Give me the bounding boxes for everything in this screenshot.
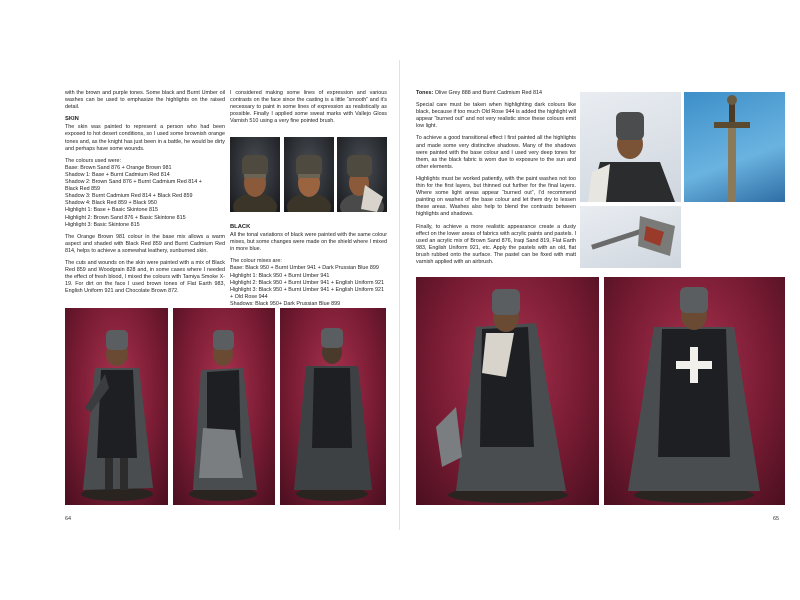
knight-figure xyxy=(416,277,599,505)
head-figure xyxy=(284,137,334,212)
colour-line: Highlight 3: Basic Skintone 815 xyxy=(65,221,140,228)
figure-photo-side xyxy=(173,308,275,505)
mix-line: Base: Black 950 + Burnt Umber 941 + Dark Prussian Blue 899 xyxy=(230,265,379,272)
right-page xyxy=(400,0,800,600)
right-paragraph-4: Finally, to achieve a more realistic appearance create a dusty effect on the lower areas of fabrics with acrylic paints and pastels. I used an acrylic mix of Brown Sand 876, Iraqi Sand 819, Flat Earth 983, English Uniform 921, etc. Apply the pastels with an old, flat brush rubbed onto the surface. The pastel can be fixed with matt varnish applied with an airbrush. xyxy=(416,223,576,265)
left-text-column-1 xyxy=(65,90,225,300)
axe-figure xyxy=(580,206,681,268)
skin-paragraph-3: The cuts and wounds on the skin were painted with a mix of Black Red 859 and Woodgrain 828 and, in some cases where I needed the effect of fresh blood, I mixed the colours with Tamiya Smoke X-19. For dirt on the face I used brown tones of Flat Earth 983, English Uniform 921 and Chocolate Brown 872. xyxy=(65,259,225,295)
knight-figure xyxy=(604,277,785,505)
head-figure xyxy=(337,137,387,212)
colour-line: Shadow 2: Brown Sand 876 + Burnt Cadmium Red 814 + xyxy=(65,179,202,186)
knight-figure xyxy=(280,308,386,505)
intro-paragraph: with the brown and purple tones. Some black and Burnt Umber oil washes can be used to emphasize the highlights on the raised detail. xyxy=(65,90,225,111)
sword-photo xyxy=(684,92,785,202)
figure-photo-front xyxy=(65,308,168,505)
colour-line: Shadow 4: Black Red 859 + Black 950 xyxy=(65,200,157,207)
skin-paragraph-1: The skin was painted to represent a person who had been exposed to hot desert conditions, so I used some brownish orange tones and, as the knight has just been in a battle, he would be dirty and perhaps have some wounds. xyxy=(65,124,225,152)
left-text-column-2 xyxy=(230,90,387,130)
left-text-column-2b xyxy=(230,220,387,308)
mix-line: Highlight 2: Black 950 + Burnt Umber 941 + English Uniform 921 xyxy=(230,279,385,286)
bust-photo xyxy=(580,92,681,202)
knight-figure xyxy=(65,308,168,505)
figure-photo-right-front xyxy=(604,277,785,505)
figure-photo-back xyxy=(280,308,386,505)
tones-line xyxy=(416,90,576,97)
skin-heading: SKIN xyxy=(65,116,79,123)
black-mixes-list xyxy=(230,258,387,308)
mixes-intro: The colour mixes are: xyxy=(230,258,282,265)
mix-line: Shadows: Black 950+ Dark Prussian Blue 899 xyxy=(230,300,341,307)
expression-paragraph: I considered making some lines of expression and various contrasts on the face since the casting is a little “smooth” and it’s necessary to paint in some lines of expression as realistically as possible. Finally I applied some sweat marks with Vallejo Gloss Varnish 510 using a very fine pointed brush. xyxy=(230,90,387,125)
head-photo-1 xyxy=(230,137,280,212)
tones-label: Tones: xyxy=(416,90,434,96)
colour-line: Black Red 859 xyxy=(65,186,101,193)
colours-intro: The colours used were: xyxy=(65,157,122,164)
colour-line: Highlight 1: Base + Basic Skintone 815 xyxy=(65,207,159,214)
knight-figure xyxy=(173,308,275,505)
black-paragraph: All the tonal variations of black were painted with the same colour mixes, but some changes were made on the shield where I mixed in more blue. xyxy=(230,232,387,253)
right-paragraph-2: To achieve a good transitional effect I first painted all the highlights and made some very distinctive shadows. Many of the shadows were painted with the base colour and I used very deep tones for them, as the black fabric is worn due to exposure to the sun and other elements. xyxy=(416,135,576,170)
page-number-right: 65 xyxy=(773,516,780,522)
knight-bust-figure xyxy=(580,92,681,202)
head-photo-3 xyxy=(337,137,387,212)
right-paragraph-1: Special care must be taken when highlighting dark colours like black, because if too much Old Rose 944 is added the highlight will appear “burned out” and not very realistic since these colours emit low light. xyxy=(416,102,576,130)
head-photo-2 xyxy=(284,137,334,212)
page-number-left: 64 xyxy=(65,516,72,522)
right-paragraph-3: Highlights must be worked patiently, with the paint washes not too thin for the first layers, but thinned out further for the final layers. Where some light areas appear “burned out”, I’d recommend painting on washes of the base colour and let them dry to lessen these areas. Washes also help to blend the contrasts between highlights and shadows. xyxy=(416,175,576,218)
axe-photo xyxy=(580,206,681,268)
colour-line: Shadow 3: Burnt Cadmium Red 814 + Black Red 859 xyxy=(65,193,193,200)
colour-line: Highlight 2: Brown Sand 876 + Basic Skintone 815 xyxy=(65,214,186,221)
mix-line: Highlight 3: Black 950 + Burnt Umber 941 + English Uniform 921 xyxy=(230,286,385,293)
tones-text: Olive Grey 888 and Burnt Cadmium Red 814 xyxy=(434,90,543,96)
skin-colours-list xyxy=(65,158,225,229)
sword-figure xyxy=(684,92,785,202)
skin-paragraph-2: The Orange Brown 981 colour in the base mix allows a warm aspect and shaded with Black Red 859 and Burnt Cadmium Red 814, helps to achieve a somewhat leathery, sunburned skin. xyxy=(65,233,225,254)
colour-line: Shadow 1: Base + Burnt Cadmium Red 814 xyxy=(65,171,170,178)
right-text-column xyxy=(416,90,576,271)
black-heading: BLACK xyxy=(230,224,251,230)
mix-line: + Old Rose 944 xyxy=(230,293,268,300)
colour-line: Base: Brown Sand 876 + Orange Brown 981 xyxy=(65,164,172,171)
head-figure xyxy=(230,137,280,212)
mix-line: Highlight 1: Black 950 + Burnt Umber 941 xyxy=(230,272,330,279)
figure-photo-right-side xyxy=(416,277,599,505)
